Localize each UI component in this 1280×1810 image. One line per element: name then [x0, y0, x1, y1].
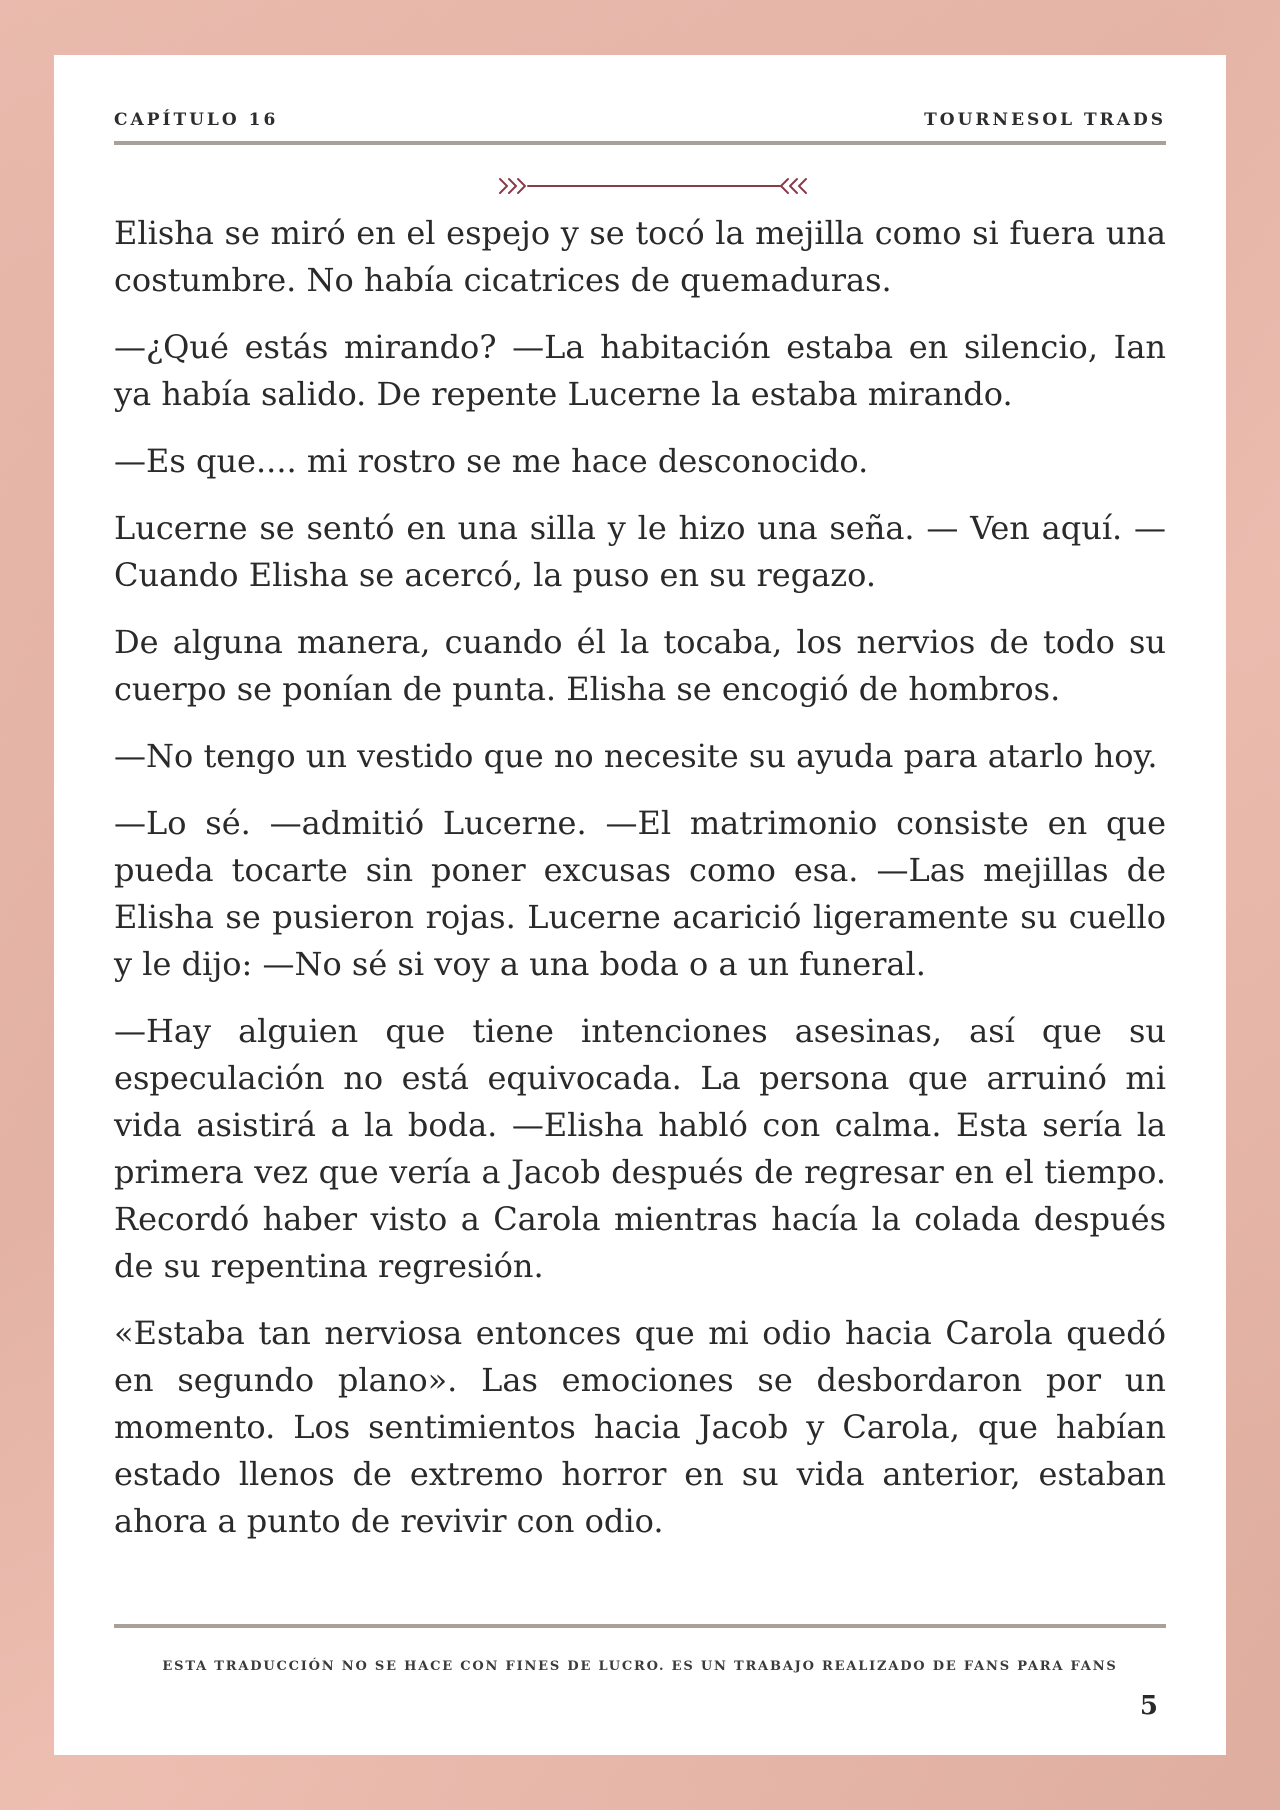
paragraph: —Lo sé. —admitió Lucerne. —El matrimonio consiste en que pueda tocarte sin poner excusas como esa. —Las mejillas de Elisha se pusieron rojas. Lucerne acarició ligeramente su cuello y le dijo: —No sé si voy a una boda o a un funeral.	[114, 804, 1166, 983]
chapter-body	[114, 210, 1166, 1565]
page-sheet	[54, 55, 1226, 1755]
paragraph: —Hay alguien que tiene intenciones asesinas, así que su especulación no está equivocada. La persona que arruinó mi vida asistirá a la boda. —Elisha habló con calma. Esta sería la primera vez que vería a Jacob después de regresar en el tiempo. Recordó haber visto a Carola mientras hacía la colada después de su repentina regresión.	[114, 1012, 1166, 1285]
page-number: 5	[1139, 1691, 1158, 1721]
paragraph: —Es que.... mi rostro se me hace desconocido.	[114, 442, 869, 480]
chapter-label: CAPÍTULO 16	[114, 110, 279, 130]
paragraph: —No tengo un vestido que no necesite su ayuda para atarlo hoy.	[114, 737, 1158, 775]
header-divider	[114, 141, 1166, 145]
group-label: TOURNESOL TRADS	[924, 110, 1166, 130]
footer-divider	[114, 1624, 1166, 1628]
arrow-divider-icon	[498, 173, 808, 199]
paragraph: Elisha se miró en el espejo y se tocó la mejilla como si fuera una costumbre. No había cicatrices de quemaduras.	[114, 214, 1166, 299]
paragraph: De alguna manera, cuando él la tocaba, los nervios de todo su cuerpo se ponían de punta. Elisha se encogió de hombros.	[114, 623, 1166, 708]
paragraph: Lucerne se sentó en una silla y le hizo una seña. — Ven aquí. —Cuando Elisha se acercó, la puso en su regazo.	[114, 509, 1166, 594]
page-header	[114, 105, 1166, 135]
paragraph: —¿Qué estás mirando? —La habitación estaba en silencio, Ian ya había salido. De repente Lucerne la estaba mirando.	[114, 328, 1166, 413]
footer-disclaimer: ESTA TRADUCCIÓN NO SE HACE CON FINES DE LUCRO. ES UN TRABAJO REALIZADO DE FANS PARA FANS	[162, 1659, 1118, 1674]
paragraph: «Estaba tan nerviosa entonces que mi odio hacia Carola quedó en segundo plano». Las emociones se desbordaron por un momento. Los sentimientos hacia Jacob y Carola, que habían estado llenos de extremo horror en su vida anterior, estaban ahora a punto de revivir con odio.	[114, 1314, 1166, 1540]
